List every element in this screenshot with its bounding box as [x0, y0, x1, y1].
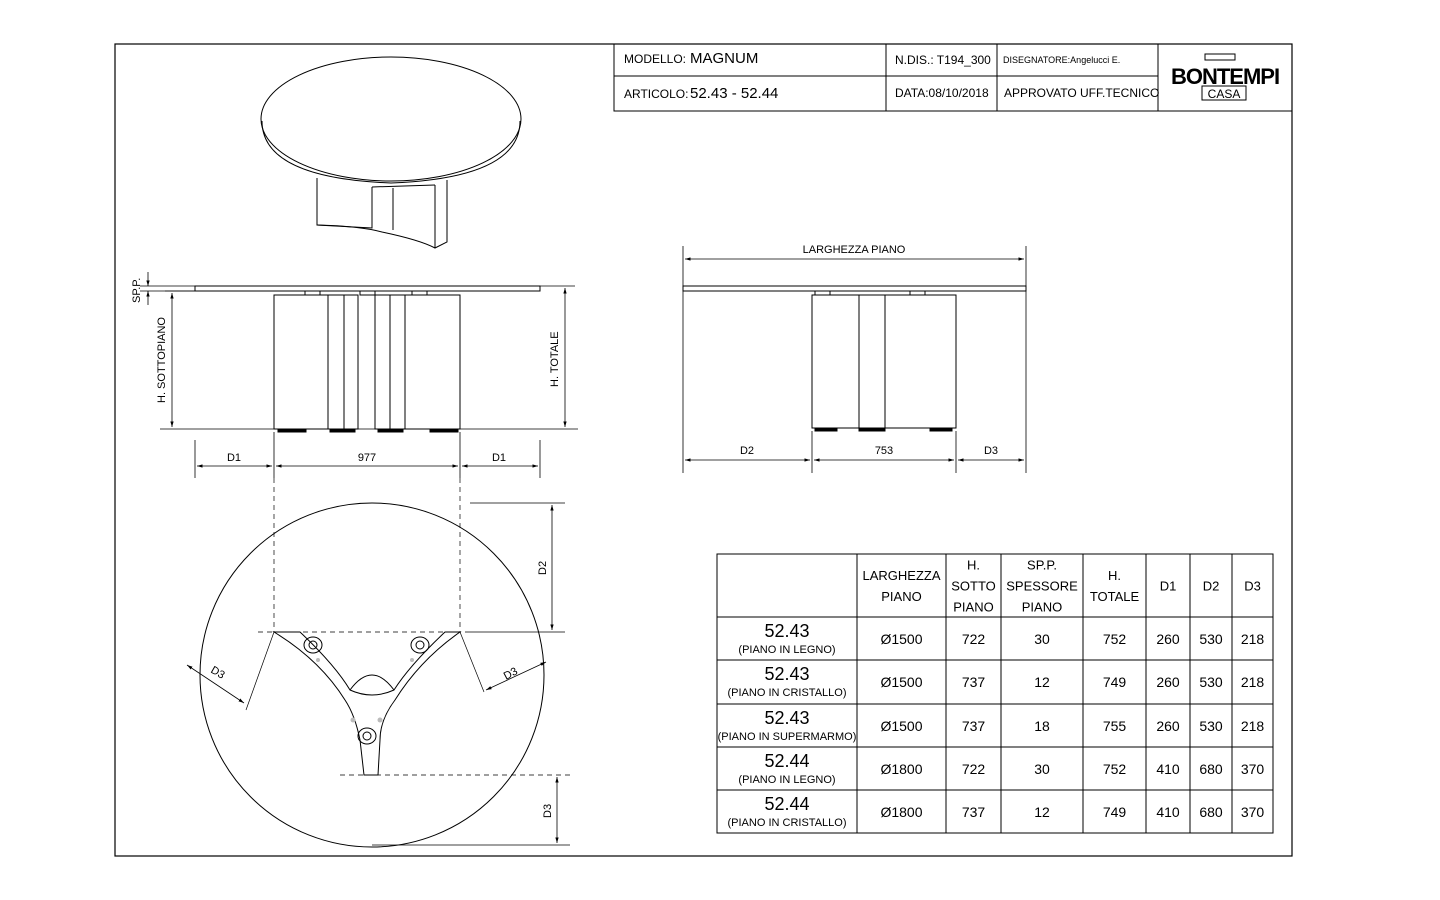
label-d1-left: D1 [226, 452, 242, 464]
table-cell-d3: 218 [1240, 631, 1265, 647]
table-row-desc: (PIANO IN LEGNO) [738, 774, 836, 786]
table-row-code: 52.44 [764, 794, 810, 814]
table-cell-d3: 370 [1240, 761, 1265, 777]
label-d2-side: D2 [739, 445, 755, 457]
table-cell-larghezza: Ø1800 [880, 761, 923, 777]
label-d3-plan-right: D3 [501, 665, 520, 683]
table-header-cell: D3 [1244, 578, 1261, 594]
front-dimension-labels [131, 278, 561, 464]
label-d3-side: D3 [983, 445, 999, 457]
table-cell-d1: 410 [1156, 804, 1180, 820]
table-cell-sp: 12 [1034, 674, 1050, 690]
table-header-cell: H. [967, 557, 980, 573]
data-value: DATA:08/10/2018 [895, 86, 989, 100]
table-cell-h-sotto: 737 [961, 718, 986, 734]
table-cell-d1: 260 [1156, 718, 1180, 734]
front-elevation [160, 286, 578, 432]
table-row-desc: (PIANO IN CRISTALLO) [727, 817, 847, 829]
spec-table [717, 554, 1273, 833]
table-cell-sp: 12 [1034, 804, 1050, 820]
table-cell-h-tot: 749 [1102, 804, 1127, 820]
table-cell-d2: 530 [1199, 674, 1223, 690]
side-dimensions [683, 246, 1026, 473]
table-cell-d2: 530 [1199, 631, 1223, 647]
table-cell-larghezza: Ø1500 [880, 718, 923, 734]
label-larghezza-piano: LARGHEZZA PIANO [802, 244, 906, 256]
table-cell-larghezza: Ø1500 [880, 631, 923, 647]
table-row-code: 52.43 [764, 621, 810, 641]
table-cell-d1: 260 [1156, 631, 1180, 647]
table-cell-larghezza: Ø1800 [880, 804, 923, 820]
table-cell-h-sotto: 722 [961, 761, 986, 777]
table-cell-d3: 218 [1240, 674, 1265, 690]
table-row-code: 52.43 [764, 664, 810, 684]
logo-main-text: BONTEMPI [1170, 64, 1280, 89]
label-h-sottopiano: H. SOTTOPIANO [156, 317, 168, 403]
table-cell-d3: 218 [1240, 718, 1265, 734]
side-dimension-labels [740, 244, 998, 457]
table-headers [862, 558, 1260, 615]
table-cell-sp: 30 [1034, 631, 1050, 647]
table-row-code: 52.43 [764, 708, 810, 728]
perspective-view [261, 57, 521, 248]
table-cell-h-tot: 755 [1102, 718, 1127, 734]
table-header-cell: PIANO [881, 589, 922, 604]
table-cell-d1: 410 [1156, 761, 1180, 777]
disegnatore-value: DISEGNATORE:Angelucci E. [1003, 55, 1121, 65]
table-header-cell: H. [1108, 568, 1121, 583]
table-row-desc: (PIANO IN LEGNO) [738, 644, 836, 656]
table-header-cell: SP.P. [1027, 557, 1057, 573]
label-sp-p: SP.P. [131, 277, 143, 303]
table-cell-d1: 260 [1156, 674, 1180, 690]
table-header-cell: LARGHEZZA [862, 568, 941, 583]
ndis-value: N.DIS.: T194_300 [895, 53, 991, 67]
table-header-cell: PIANO [1021, 599, 1063, 615]
plan-dimension-labels [209, 561, 555, 818]
label-h-totale: H. TOTALE [549, 331, 561, 387]
table-row-code: 52.44 [764, 751, 810, 771]
table-header-cell: TOTALE [1089, 589, 1140, 604]
table-cell-h-sotto: 737 [961, 804, 986, 820]
table-header-cell: SPESSORE [1006, 578, 1078, 594]
table-header-cell: PIANO [953, 599, 994, 615]
table-rows [718, 621, 1265, 829]
table-row-desc: (PIANO IN CRISTALLO) [727, 687, 847, 699]
label-d3-plan-bottom: D3 [542, 803, 554, 818]
label-753: 753 [874, 445, 894, 457]
articolo-label: ARTICOLO: [624, 87, 689, 101]
modello-label: MODELLO: [624, 52, 687, 66]
title-block [614, 44, 1292, 111]
label-d1-right: D1 [491, 452, 507, 464]
side-elevation [683, 286, 1026, 431]
sheet-border [115, 44, 1292, 856]
label-d3-plan-left: D3 [208, 664, 227, 682]
table-header-cell: SOTTO [951, 578, 996, 594]
label-977: 977 [357, 452, 377, 464]
table-cell-h-tot: 752 [1102, 761, 1127, 777]
modello-value: MAGNUM [690, 50, 759, 67]
label-d2-plan: D2 [537, 560, 549, 575]
table-cell-d2: 530 [1199, 718, 1223, 734]
logo-sub-text: CASA [1207, 87, 1241, 101]
table-header-cell: D2 [1202, 578, 1220, 594]
table-cell-h-sotto: 722 [961, 631, 986, 647]
table-cell-d2: 680 [1199, 804, 1223, 820]
table-cell-d3: 370 [1240, 804, 1265, 820]
table-cell-sp: 30 [1034, 761, 1050, 777]
table-cell-h-tot: 749 [1102, 674, 1127, 690]
bontempi-logo [1171, 54, 1279, 101]
table-cell-sp: 18 [1034, 718, 1050, 734]
table-cell-d2: 680 [1199, 761, 1223, 777]
table-cell-larghezza: Ø1500 [880, 674, 923, 690]
table-row-desc: (PIANO IN SUPERMARMO) [717, 731, 857, 743]
articolo-value: 52.43 - 52.44 [690, 85, 779, 102]
table-header-cell: D1 [1159, 578, 1177, 594]
plan-view [200, 478, 570, 847]
table-cell-h-sotto: 737 [961, 674, 986, 690]
approvato-value: APPROVATO UFF.TECNICO [1004, 86, 1160, 100]
table-cell-h-tot: 752 [1102, 631, 1127, 647]
